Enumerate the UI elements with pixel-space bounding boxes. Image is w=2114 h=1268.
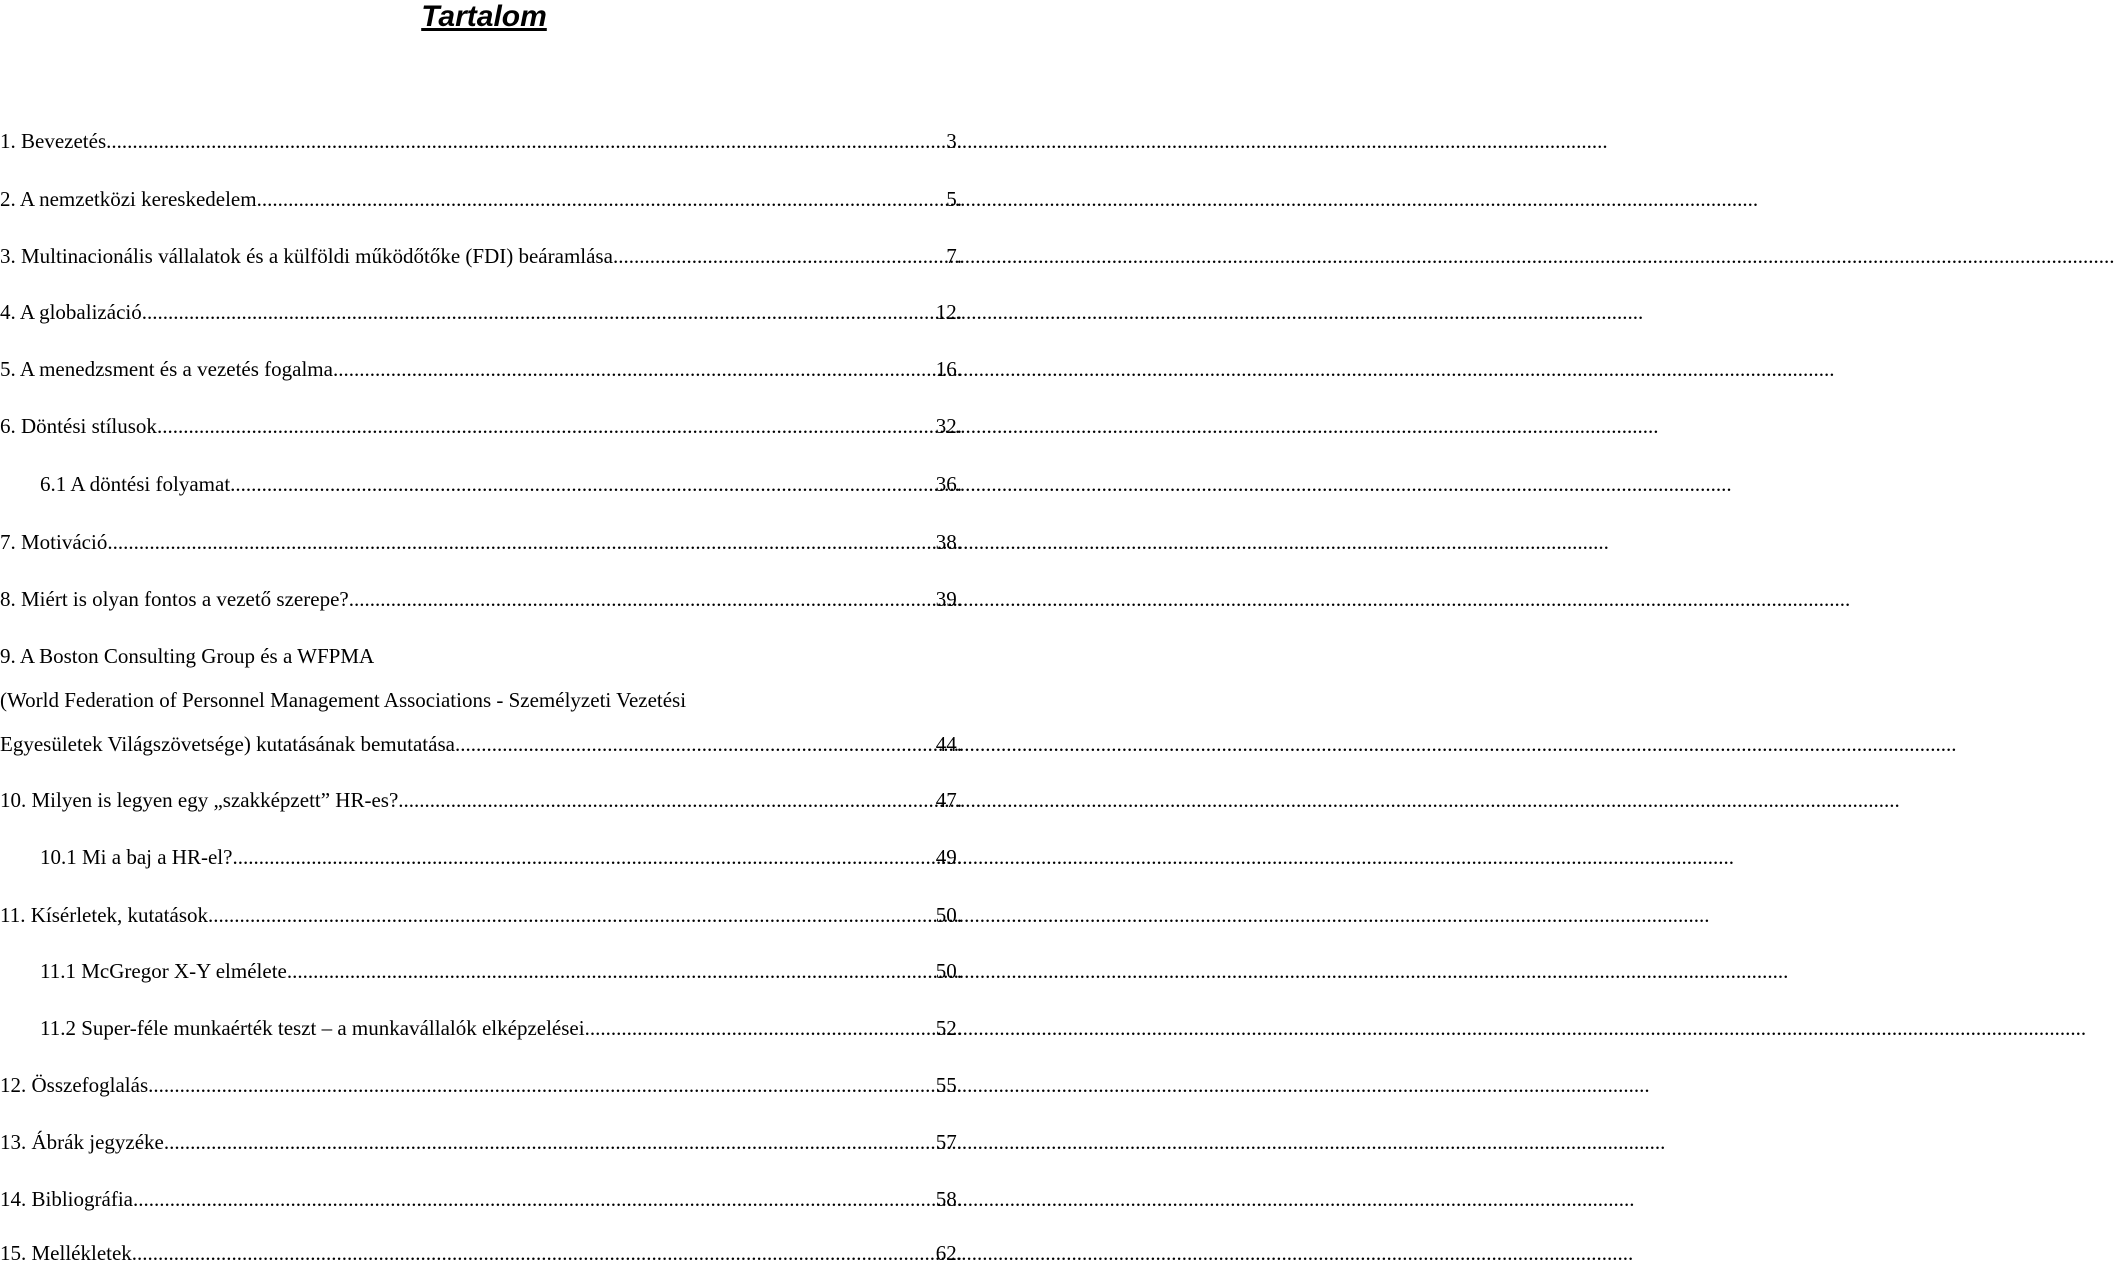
toc-leader-dots — [208, 900, 936, 930]
toc-entry-label: 8. Miért is olyan fontos a vezető szerepe? — [0, 587, 349, 611]
toc-leader-dots — [107, 527, 935, 557]
toc-entry-label: 13. Ábrák jegyzéke — [0, 1130, 164, 1154]
toc-entry-szakkepzett-hr[interactable] — [0, 785, 962, 815]
toc-entry-mcgregor[interactable] — [0, 956, 962, 986]
toc-leader-dots — [349, 584, 936, 614]
toc-leader-dots — [230, 469, 936, 499]
toc-leader-dots — [148, 1070, 936, 1100]
toc-leader-dots — [257, 184, 947, 214]
toc-leader-dots — [164, 1127, 936, 1157]
toc-entry-label: 11. Kísérletek, kutatások — [0, 903, 209, 927]
toc-page-number: 12. — [935, 300, 962, 324]
toc-page-number: 47. — [935, 788, 962, 812]
toc-entry-super-munkaertek[interactable] — [0, 1013, 962, 1043]
toc-entry-dontesi-stilusok[interactable] — [0, 411, 962, 441]
toc-page-number: 52. — [935, 1016, 962, 1040]
toc-page-number: 50. — [935, 959, 962, 983]
toc-leader-dots — [157, 411, 936, 441]
toc-entry-globalizacio[interactable] — [0, 297, 962, 327]
toc-entry-multinacionalis[interactable] — [0, 241, 962, 271]
toc-entry-boston-consulting[interactable] — [0, 729, 962, 759]
toc-leader-dots — [287, 956, 936, 986]
toc-page-number: 50. — [935, 903, 962, 927]
toc-entry-label: 6. Döntési stílusok — [0, 414, 157, 438]
toc-entry-vezeto-szerepe[interactable] — [0, 584, 962, 614]
toc-page-number: 62. — [935, 1241, 962, 1265]
toc-entry-label: 10.1 Mi a baj a HR-el? — [40, 845, 233, 869]
toc-entry-label: 4. A globalizáció — [0, 300, 142, 324]
toc-entry-kiserletek[interactable] — [0, 900, 962, 930]
toc-page-number: 36. — [935, 472, 962, 496]
toc-page-number: 58. — [935, 1187, 962, 1211]
toc-entry-motivacio[interactable] — [0, 527, 962, 557]
toc-entry-label: 12. Összefoglalás — [0, 1073, 149, 1097]
toc-page-number: 38. — [935, 530, 962, 554]
toc-leader-dots — [232, 842, 935, 872]
toc-leader-dots — [585, 1013, 936, 1043]
toc-entry-label: 2. A nemzetközi kereskedelem — [0, 187, 257, 211]
toc-page-number: 57. — [935, 1130, 962, 1154]
toc-entry-boston-line1[interactable]: 9. A Boston Consulting Group és a WFPMA — [0, 644, 375, 668]
toc-leader-dots — [333, 354, 936, 384]
toc-page-number: 39. — [935, 587, 962, 611]
toc-leader-dots — [106, 126, 946, 156]
toc-page-number: 49. — [935, 845, 962, 869]
toc-entry-mellekletek[interactable] — [0, 1238, 962, 1268]
toc-entry-dontesi-folyamat[interactable] — [0, 469, 962, 499]
toc-entry-nemzetkozi-kereskedelem[interactable] — [0, 184, 962, 214]
toc-entry-label: 7. Motiváció — [0, 530, 108, 554]
toc-entry-label: 3. Multinacionális vállalatok és a külföldi működőtőke (FDI) beáramlása — [0, 244, 613, 268]
toc-entry-label: 11.2 Super-féle munkaérték teszt – a munkavállalók elképzelései — [40, 1016, 585, 1040]
toc-entry-label: 11.1 McGregor X-Y elmélete — [40, 959, 287, 983]
toc-entry-label: Egyesületek Világszövetsége) kutatásának bemutatása — [0, 732, 455, 756]
toc-leader-dots — [133, 1184, 936, 1214]
toc-leader-dots — [613, 241, 946, 271]
toc-entry-baj-a-hr-el[interactable] — [0, 842, 962, 872]
toc-entry-bevezetes[interactable] — [0, 126, 962, 156]
toc-page-number: 32. — [935, 414, 962, 438]
toc-page-number: 7. — [946, 244, 962, 268]
toc-page-number: 3. — [946, 129, 962, 153]
toc-entry-abrak-jegyzeke[interactable] — [0, 1127, 962, 1157]
toc-entry-label: 14. Bibliográfia — [0, 1187, 133, 1211]
toc-entry-label: 6.1 A döntési folyamat — [40, 472, 231, 496]
toc-entry-menedzsment[interactable] — [0, 354, 962, 384]
toc-entry-label: 5. A menedzsment és a vezetés fogalma — [0, 357, 333, 381]
toc-entry-osszefoglalas[interactable] — [0, 1070, 962, 1100]
toc-leader-dots — [142, 297, 936, 327]
toc-entry-label: 10. Milyen is legyen egy „szakképzett” HR-es? — [0, 788, 399, 812]
toc-page-number: 44. — [935, 732, 962, 756]
toc-leader-dots — [455, 729, 936, 759]
toc-entry-boston-line2: (World Federation of Personnel Management Associations - Személyzeti Vezetési — [0, 688, 687, 712]
toc-leader-dots — [398, 785, 935, 815]
toc-entry-bibliografia[interactable] — [0, 1184, 962, 1214]
toc-leader-dots — [132, 1238, 936, 1268]
toc-entry-label: 1. Bevezetés — [0, 129, 107, 153]
toc-page-number: 55. — [935, 1073, 962, 1097]
page-title: Tartalom — [421, 0, 547, 33]
toc-page-number: 16. — [935, 357, 962, 381]
toc-entry-label: 15. Mellékletek — [0, 1241, 132, 1265]
toc-page-number: 5. — [946, 187, 962, 211]
